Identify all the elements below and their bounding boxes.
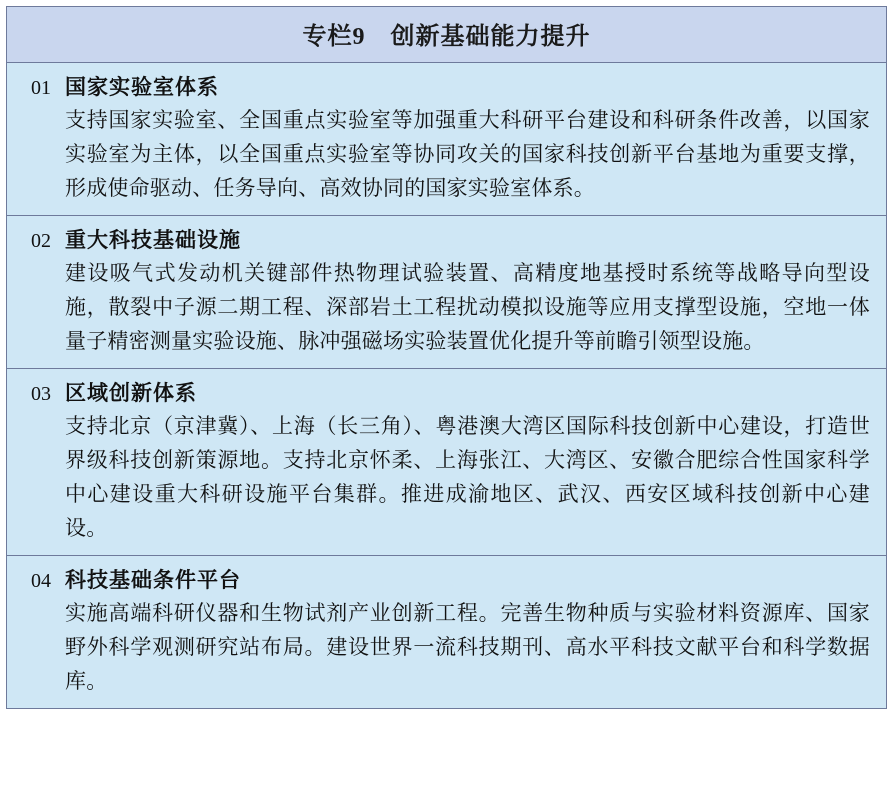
item-body: 实施高端科研仪器和生物试剂产业创新工程。完善生物种质与实验材料资源库、国家野外科学观测研究站布局。建设世界一流科技期刊、高水平科技文献平台和科学数据库。 bbox=[65, 601, 870, 694]
list-item bbox=[7, 216, 886, 369]
item-header bbox=[17, 377, 872, 407]
item-number: 04 bbox=[31, 570, 51, 593]
item-header bbox=[17, 224, 872, 254]
item-number: 02 bbox=[31, 230, 51, 253]
item-title: 区域创新体系 bbox=[65, 381, 197, 406]
item-body: 支持北京（京津冀）、上海（长三角）、粤港澳大湾区国际科技创新中心建设，打造世界级科技创新策源地。支持北京怀柔、上海张江、大湾区、安徽合肥综合性国家科学中心建设重大科研设施平台集群。推进成渝地区、武汉、西安区域科技创新中心建设。 bbox=[65, 414, 870, 541]
item-title: 科技基础条件平台 bbox=[65, 568, 241, 593]
list-item bbox=[7, 63, 886, 216]
item-number: 01 bbox=[31, 77, 51, 99]
feature-box bbox=[6, 6, 887, 709]
item-header bbox=[17, 564, 872, 594]
list-item bbox=[7, 369, 886, 556]
item-title: 国家实验室体系 bbox=[65, 75, 219, 99]
item-body: 建设吸气式发动机关键部件热物理试验装置、高精度地基授时系统等战略导向型设施，散裂中子源二期工程、深部岩土工程扰动模拟设施等应用支撑型设施，空地一体量子精密测量实验设施、脉冲强磁场实验装置优化提升等前瞻引领型设施。 bbox=[65, 261, 870, 354]
item-title: 重大科技基础设施 bbox=[65, 228, 241, 253]
item-number: 03 bbox=[31, 383, 51, 406]
box-title: 专栏9 创新基础能力提升 bbox=[7, 7, 886, 63]
item-body: 支持国家实验室、全国重点实验室等加强重大科研平台建设和科研条件改善，以国家实验室为主体，以全国重点实验室等协同攻关的国家科技创新平台基地为重要支撑，形成使命驱动、任务导向、高效协同的国家实验室体系。 bbox=[65, 108, 870, 201]
item-header bbox=[17, 71, 872, 101]
list-item bbox=[7, 556, 886, 708]
